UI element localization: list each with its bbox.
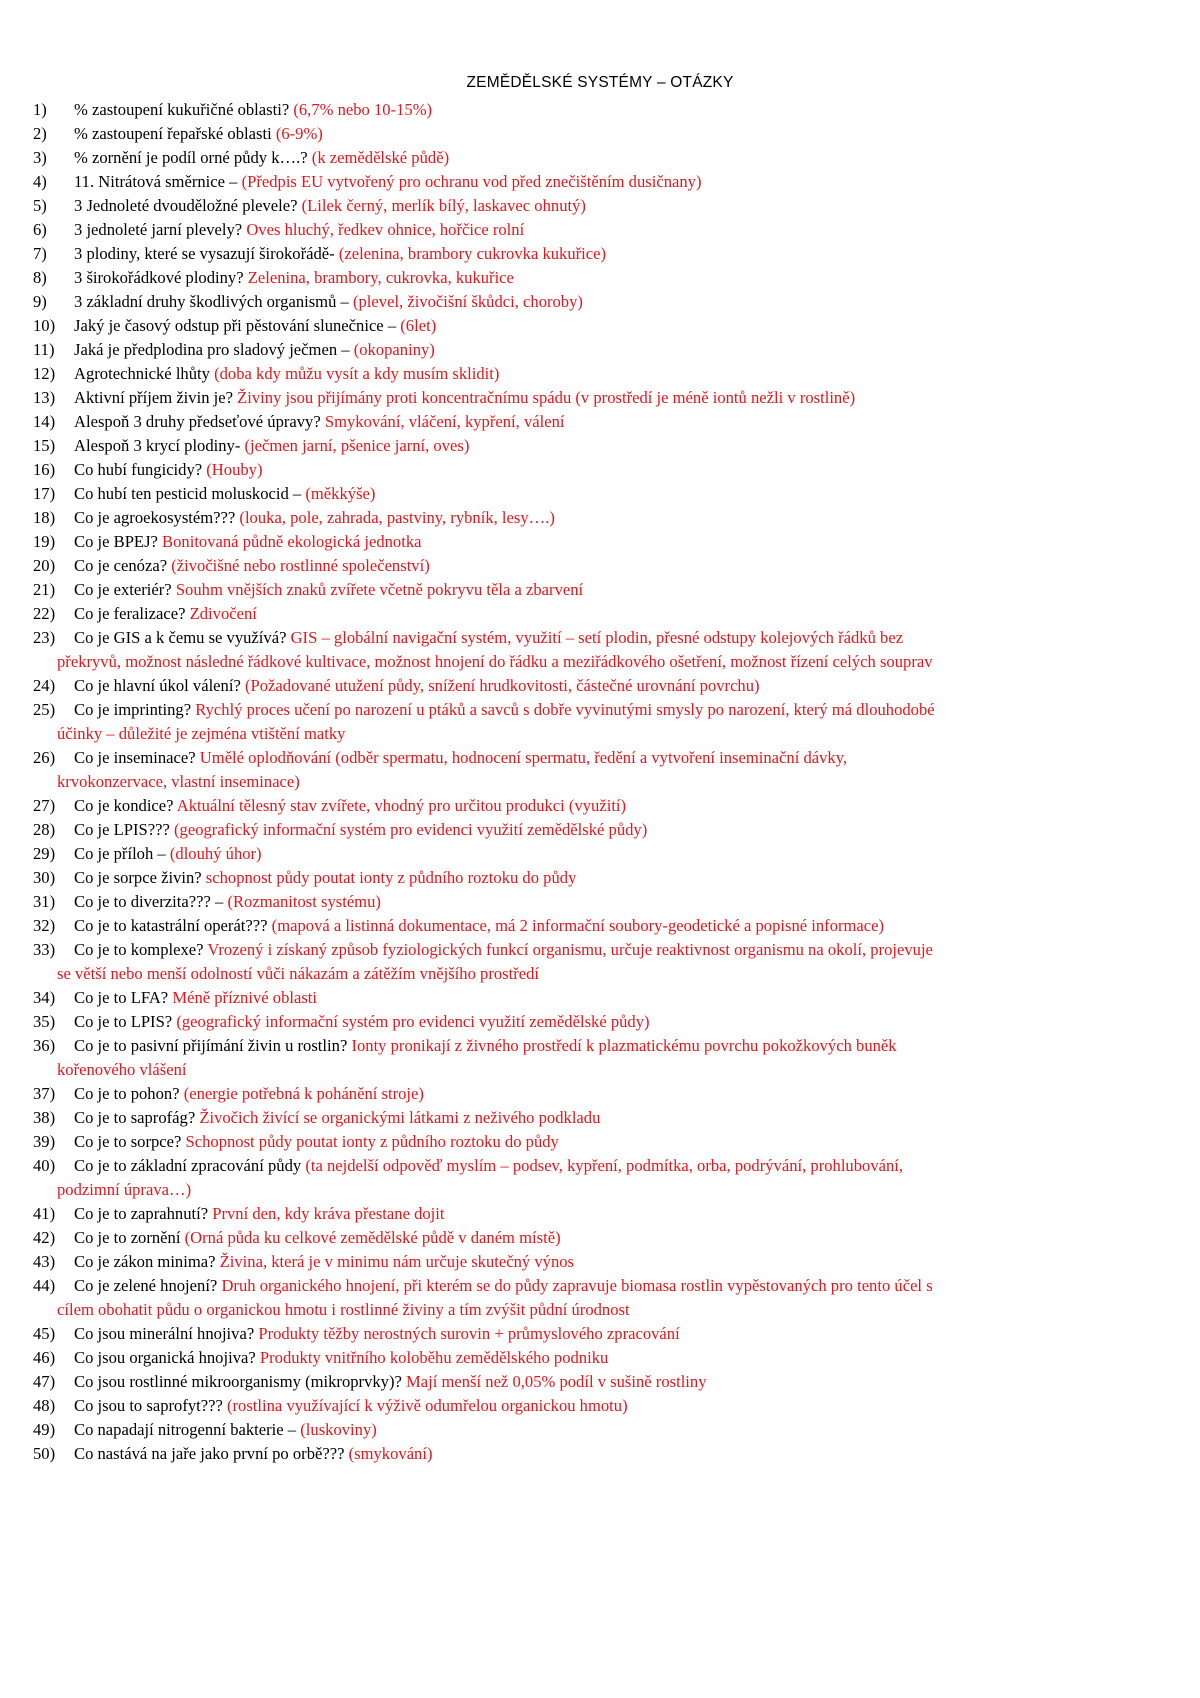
question-line bbox=[74, 698, 1140, 722]
answer-text: (6-9%) bbox=[275, 124, 323, 143]
question-line bbox=[74, 794, 1140, 818]
question-line bbox=[74, 1274, 1140, 1298]
question-number: 13) bbox=[33, 388, 56, 407]
question-item bbox=[0, 914, 1200, 938]
question-line bbox=[74, 314, 1140, 338]
answer-continuation: překryvů, možnost následné řádkové kultivace, možnost hnojení do řádku a meziřádkového ošetření, možnost řízení celých souprav bbox=[57, 652, 933, 671]
question-item bbox=[0, 746, 1200, 794]
question-text: Co je to diverzita??? – bbox=[74, 892, 228, 911]
question-number: 42) bbox=[33, 1228, 56, 1247]
question-line bbox=[74, 266, 1140, 290]
question-line bbox=[74, 170, 1140, 194]
question-number: 21) bbox=[33, 580, 56, 599]
question-text: Co je to komplexe? bbox=[74, 940, 208, 959]
answer-text: (k zemědělské půdě) bbox=[311, 148, 450, 167]
question-text: Alespoň 3 krycí plodiny- bbox=[74, 436, 245, 455]
answer-text: Bonitovaná půdně ekologická jednotka bbox=[162, 532, 422, 551]
question-text: Co je zelené hnojení? bbox=[74, 1276, 222, 1295]
question-item bbox=[0, 578, 1200, 602]
question-text: 3 jednoleté jarní plevely? bbox=[74, 220, 247, 239]
question-number: 28) bbox=[33, 820, 56, 839]
answer-text: schopnost půdy poutat ionty z půdního roztoku do půdy bbox=[205, 868, 577, 887]
answer-text: Ionty pronikají z živného prostředí k plazmatickému povrchu pokožkových buněk bbox=[351, 1036, 897, 1055]
answer-text: (okopaniny) bbox=[353, 340, 435, 359]
question-item bbox=[0, 194, 1200, 218]
question-line bbox=[74, 866, 1140, 890]
question-item bbox=[0, 674, 1200, 698]
question-line bbox=[74, 530, 1140, 554]
question-item bbox=[0, 506, 1200, 530]
question-text: Co je feralizace? bbox=[74, 604, 190, 623]
question-item bbox=[0, 890, 1200, 914]
question-item bbox=[0, 482, 1200, 506]
question-text: Co je sorpce živin? bbox=[74, 868, 206, 887]
question-line bbox=[74, 1370, 1140, 1394]
question-line bbox=[74, 482, 1140, 506]
question-text: Co je to zaprahnutí? bbox=[74, 1204, 213, 1223]
question-line bbox=[74, 1130, 1140, 1154]
question-line bbox=[74, 914, 1140, 938]
answer-continuation: podzimní úprava…) bbox=[57, 1180, 192, 1199]
question-number: 46) bbox=[33, 1348, 56, 1367]
question-text: Co je BPEJ? bbox=[74, 532, 163, 551]
question-line bbox=[74, 362, 1140, 386]
question-item bbox=[0, 1250, 1200, 1274]
question-line bbox=[74, 1442, 1140, 1466]
question-item bbox=[0, 122, 1200, 146]
question-number: 6) bbox=[33, 220, 47, 239]
question-text: 3 plodiny, které se vysazují širokořádě- bbox=[74, 244, 339, 263]
question-number: 41) bbox=[33, 1204, 56, 1223]
question-number: 37) bbox=[33, 1084, 56, 1103]
question-number: 33) bbox=[33, 940, 56, 959]
answer-text: Mají menší než 0,05% podíl v sušině rostliny bbox=[406, 1372, 707, 1391]
question-number: 15) bbox=[33, 436, 56, 455]
question-item bbox=[0, 290, 1200, 314]
question-item bbox=[0, 1370, 1200, 1394]
question-line bbox=[74, 554, 1140, 578]
question-item bbox=[0, 1226, 1200, 1250]
question-number: 30) bbox=[33, 868, 56, 887]
question-line bbox=[74, 338, 1140, 362]
answer-text: První den, kdy kráva přestane dojit bbox=[212, 1204, 445, 1223]
question-text: Co je exteriér? bbox=[74, 580, 176, 599]
question-number: 49) bbox=[33, 1420, 56, 1439]
question-number: 23) bbox=[33, 628, 56, 647]
answer-text: Zdivočení bbox=[189, 604, 257, 623]
question-text: Co je GIS a k čemu se využívá? bbox=[74, 628, 291, 647]
question-item bbox=[0, 866, 1200, 890]
answer-text: (Orná půda ku celkové zemědělské půdě v daném místě) bbox=[184, 1228, 561, 1247]
question-text: Co je to katastrální operát??? bbox=[74, 916, 272, 935]
question-line bbox=[74, 98, 1140, 122]
question-item bbox=[0, 1106, 1200, 1130]
question-number: 29) bbox=[33, 844, 56, 863]
question-number: 31) bbox=[33, 892, 56, 911]
question-line bbox=[74, 1346, 1140, 1370]
question-text: Co je to saprofág? bbox=[74, 1108, 200, 1127]
question-line bbox=[74, 938, 1140, 962]
question-item bbox=[0, 554, 1200, 578]
question-number: 19) bbox=[33, 532, 56, 551]
question-line bbox=[74, 1202, 1140, 1226]
question-item bbox=[0, 410, 1200, 434]
question-item bbox=[0, 1274, 1200, 1322]
question-text: Co jsou rostlinné mikroorganismy (mikroprvky)? bbox=[74, 1372, 406, 1391]
question-text: % zornění je podíl orné půdy k….? bbox=[74, 148, 312, 167]
question-text: Co napadají nitrogenní bakterie – bbox=[74, 1420, 301, 1439]
question-text: Co je LPIS??? bbox=[74, 820, 175, 839]
question-text: Agrotechnické lhůty bbox=[74, 364, 215, 383]
answer-text: (ta nejdelší odpověď myslím – podsev, kypření, podmítka, orba, podrývání, prohlubování, bbox=[305, 1156, 904, 1175]
question-item bbox=[0, 1130, 1200, 1154]
question-text: 3 základní druhy škodlivých organismů – bbox=[74, 292, 353, 311]
question-item bbox=[0, 1202, 1200, 1226]
answer-text: Produkty těžby nerostných surovin + průmyslového zpracování bbox=[258, 1324, 680, 1343]
question-item bbox=[0, 434, 1200, 458]
question-text: 11. Nitrátová směrnice – bbox=[74, 172, 242, 191]
answer-text: Umělé oplodňování (odběr spermatu, hodnocení spermatu, ředění a vytvoření inseminační dávky, bbox=[199, 748, 848, 767]
document-title: ZEMĚDĚLSKÉ SYSTÉMY – OTÁZKY bbox=[466, 74, 734, 91]
question-item bbox=[0, 218, 1200, 242]
question-text: Jaká je předplodina pro sladový ječmen – bbox=[74, 340, 354, 359]
answer-text: Vrozený i získaný způsob fyziologických funkcí organismu, určuje reaktivnost organismu na okolí, projevuje bbox=[207, 940, 933, 959]
answer-text: Živiny jsou přijímány proti koncentračnímu spádu (v prostředí je méně iontů nežli v rostlině) bbox=[237, 388, 856, 407]
question-text: Co je zákon minima? bbox=[74, 1252, 220, 1271]
question-text: % zastoupení řepařské oblasti bbox=[74, 124, 276, 143]
question-item bbox=[0, 794, 1200, 818]
question-item bbox=[0, 1346, 1200, 1370]
question-item bbox=[0, 146, 1200, 170]
answer-text: (živočišné nebo rostlinné společenství) bbox=[171, 556, 430, 575]
question-line bbox=[74, 1418, 1140, 1442]
question-number: 26) bbox=[33, 748, 56, 767]
question-number: 24) bbox=[33, 676, 56, 695]
question-line bbox=[74, 626, 1140, 650]
answer-text: (louka, pole, zahrada, pastviny, rybník, lesy….) bbox=[239, 508, 555, 527]
question-line bbox=[74, 122, 1140, 146]
question-number: 43) bbox=[33, 1252, 56, 1271]
question-text: Aktivní příjem živin je? bbox=[74, 388, 238, 407]
question-number: 3) bbox=[33, 148, 47, 167]
question-line bbox=[74, 602, 1140, 626]
question-item bbox=[0, 698, 1200, 746]
question-number: 36) bbox=[33, 1036, 56, 1055]
question-number: 12) bbox=[33, 364, 56, 383]
question-number: 20) bbox=[33, 556, 56, 575]
question-number: 5) bbox=[33, 196, 47, 215]
answer-text: (6let) bbox=[400, 316, 437, 335]
question-line bbox=[74, 434, 1140, 458]
question-text: Co hubí fungicidy? bbox=[74, 460, 207, 479]
question-text: Co je cenóza? bbox=[74, 556, 172, 575]
question-line bbox=[74, 410, 1140, 434]
question-item bbox=[0, 458, 1200, 482]
question-number: 11) bbox=[33, 340, 55, 359]
answer-text: (Houby) bbox=[206, 460, 263, 479]
question-text: Co je to LPIS? bbox=[74, 1012, 177, 1031]
question-item bbox=[0, 1442, 1200, 1466]
question-text: 3 širokořádkové plodiny? bbox=[74, 268, 248, 287]
question-number: 8) bbox=[33, 268, 47, 287]
answer-text: (Předpis EU vytvořený pro ochranu vod před znečištěním dusičnany) bbox=[241, 172, 702, 191]
question-line bbox=[74, 218, 1140, 242]
answer-text: Oves hluchý, ředkev ohnice, hořčice rolní bbox=[246, 220, 525, 239]
answer-text: (energie potřebná k pohánění stroje) bbox=[183, 1084, 424, 1103]
question-item bbox=[0, 842, 1200, 866]
answer-text: (dlouhý úhor) bbox=[169, 844, 262, 863]
question-text: Co jsou organická hnojiva? bbox=[74, 1348, 260, 1367]
question-item bbox=[0, 1418, 1200, 1442]
answer-text: (smykování) bbox=[348, 1444, 433, 1463]
question-number: 39) bbox=[33, 1132, 56, 1151]
question-text: Co nastává na jaře jako první po orbě??? bbox=[74, 1444, 349, 1463]
answer-text: Živina, která je v minimu nám určuje skutečný výnos bbox=[219, 1252, 575, 1271]
question-number: 4) bbox=[33, 172, 47, 191]
answer-text: (měkkýše) bbox=[305, 484, 376, 503]
question-line bbox=[74, 1082, 1140, 1106]
answer-continuation: cílem obohatit půdu o organickou hmotu i rostlinné živiny a tím zvýšit půdní úrodnost bbox=[57, 1300, 630, 1319]
question-text: Co je to zornění bbox=[74, 1228, 185, 1247]
question-line bbox=[74, 578, 1140, 602]
answer-text: Druh organického hnojení, při kterém se do půdy zapravuje biomasa rostlin vypěstovaných pro tento účel s bbox=[221, 1276, 933, 1295]
question-line bbox=[74, 506, 1140, 530]
answer-text: (luskoviny) bbox=[300, 1420, 377, 1439]
question-item bbox=[0, 1082, 1200, 1106]
question-item bbox=[0, 530, 1200, 554]
question-number: 17) bbox=[33, 484, 56, 503]
question-line bbox=[74, 818, 1140, 842]
question-item bbox=[0, 266, 1200, 290]
question-number: 18) bbox=[33, 508, 56, 527]
question-text: Co je to základní zpracování půdy bbox=[74, 1156, 306, 1175]
question-line bbox=[74, 1226, 1140, 1250]
question-number: 48) bbox=[33, 1396, 56, 1415]
question-text: Co je inseminace? bbox=[74, 748, 200, 767]
question-text: Co je agroekosystém??? bbox=[74, 508, 240, 527]
answer-text: Aktuální tělesný stav zvířete, vhodný pro určitou produkci (využití) bbox=[176, 796, 627, 815]
question-number: 44) bbox=[33, 1276, 56, 1295]
answer-continuation: účinky – důležité je zejména vtištění matky bbox=[57, 724, 346, 743]
answer-text: Zelenina, brambory, cukrovka, kukuřice bbox=[247, 268, 514, 287]
answer-text: (plevel, živočišní škůdci, choroby) bbox=[352, 292, 583, 311]
question-line bbox=[74, 242, 1140, 266]
answer-text: (Lilek černý, merlík bílý, laskavec ohnutý) bbox=[301, 196, 586, 215]
question-item bbox=[0, 938, 1200, 986]
question-number: 32) bbox=[33, 916, 56, 935]
answer-text: (geografický informační systém pro evidenci využití zemědělské půdy) bbox=[176, 1012, 650, 1031]
question-line bbox=[74, 986, 1140, 1010]
question-text: % zastoupení kukuřičné oblasti? bbox=[74, 100, 294, 119]
question-line bbox=[74, 1010, 1140, 1034]
question-text: Co je to pasivní přijímání živin u rostlin? bbox=[74, 1036, 352, 1055]
answer-text: (zelenina, brambory cukrovka kukuřice) bbox=[338, 244, 607, 263]
answer-text: (doba kdy můžu vysít a kdy musím sklidit) bbox=[214, 364, 500, 383]
question-item bbox=[0, 98, 1200, 122]
question-number: 35) bbox=[33, 1012, 56, 1031]
answer-text: (mapová a listinná dokumentace, má 2 informační soubory-geodetické a popisné informace) bbox=[271, 916, 885, 935]
answer-text: Produkty vnitřního koloběhu zemědělského podniku bbox=[259, 1348, 609, 1367]
question-number: 47) bbox=[33, 1372, 56, 1391]
question-line bbox=[74, 1394, 1140, 1418]
question-item bbox=[0, 1154, 1200, 1202]
answer-text: Živočich živící se organickými látkami z neživého podkladu bbox=[199, 1108, 601, 1127]
question-line bbox=[74, 674, 1140, 698]
question-text: Co jsou minerální hnojiva? bbox=[74, 1324, 259, 1343]
question-number: 50) bbox=[33, 1444, 56, 1463]
question-line bbox=[74, 842, 1140, 866]
question-text: Co hubí ten pesticid moluskocid – bbox=[74, 484, 306, 503]
question-number: 25) bbox=[33, 700, 56, 719]
question-item bbox=[0, 818, 1200, 842]
answer-text: (ječmen jarní, pšenice jarní, oves) bbox=[244, 436, 470, 455]
answer-continuation: kořenového vlášení bbox=[57, 1060, 187, 1079]
question-item bbox=[0, 362, 1200, 386]
question-text: Jaký je časový odstup při pěstování slunečnice – bbox=[74, 316, 401, 335]
answer-continuation: se větší nebo menší odolností vůči nákazám a zátěžím vnějšího prostředí bbox=[57, 964, 540, 983]
answer-text: GIS – globální navigační systém, využití – setí plodin, přesné odstupy kolejových řádků bez bbox=[290, 628, 904, 647]
question-number: 45) bbox=[33, 1324, 56, 1343]
question-item bbox=[0, 1034, 1200, 1082]
question-number: 2) bbox=[33, 124, 47, 143]
question-text: Co je to pohon? bbox=[74, 1084, 184, 1103]
question-item bbox=[0, 338, 1200, 362]
answer-text: Rychlý proces učení po narození u ptáků a savců s dobře vyvinutými smysly po narození, který má dlouhodobé bbox=[195, 700, 935, 719]
question-text: Co je to LFA? bbox=[74, 988, 173, 1007]
question-item bbox=[0, 170, 1200, 194]
question-number: 27) bbox=[33, 796, 56, 815]
question-text: Alespoň 3 druhy předseťové úpravy? bbox=[74, 412, 325, 431]
question-item bbox=[0, 1394, 1200, 1418]
question-line bbox=[74, 1106, 1140, 1130]
question-number: 10) bbox=[33, 316, 56, 335]
question-item bbox=[0, 386, 1200, 410]
question-item bbox=[0, 1010, 1200, 1034]
question-number: 34) bbox=[33, 988, 56, 1007]
answer-text: Schopnost půdy poutat ionty z půdního roztoku do půdy bbox=[185, 1132, 559, 1151]
question-text: Co je příloh – bbox=[74, 844, 170, 863]
question-text: 3 Jednoleté dvouděložné plevele? bbox=[74, 196, 302, 215]
question-item bbox=[0, 626, 1200, 674]
answer-text: Souhm vnějších znaků zvířete včetně pokryvu těla a zbarvení bbox=[175, 580, 584, 599]
question-number: 1) bbox=[33, 100, 47, 119]
answer-text: (rostlina využívající k výživě odumřelou organickou hmotu) bbox=[227, 1396, 628, 1415]
question-line bbox=[74, 194, 1140, 218]
question-line bbox=[74, 1154, 1140, 1178]
question-line bbox=[74, 1250, 1140, 1274]
question-text: Co je hlavní úkol válení? bbox=[74, 676, 245, 695]
question-text: Co je to sorpce? bbox=[74, 1132, 186, 1151]
question-item bbox=[0, 602, 1200, 626]
answer-text: (geografický informační systém pro evidenci využití zemědělské půdy) bbox=[174, 820, 648, 839]
answer-text: Smykování, vláčení, kypření, válení bbox=[324, 412, 565, 431]
question-number: 14) bbox=[33, 412, 56, 431]
question-line bbox=[74, 458, 1140, 482]
question-item bbox=[0, 314, 1200, 338]
question-number: 38) bbox=[33, 1108, 56, 1127]
answer-text: Méně příznivé oblasti bbox=[172, 988, 318, 1007]
question-number: 9) bbox=[33, 292, 47, 311]
question-line bbox=[74, 290, 1140, 314]
answer-continuation: krvokonzervace, vlastní inseminace) bbox=[57, 772, 300, 791]
question-line bbox=[74, 890, 1140, 914]
question-line bbox=[74, 1034, 1140, 1058]
question-number: 7) bbox=[33, 244, 47, 263]
question-line bbox=[74, 386, 1140, 410]
question-text: Co jsou to saprofyt??? bbox=[74, 1396, 227, 1415]
question-line bbox=[74, 146, 1140, 170]
answer-text: (Požadované utužení půdy, snížení hrudkovitosti, částečné urovnání povrchu) bbox=[244, 676, 760, 695]
question-item bbox=[0, 986, 1200, 1010]
answer-text: (Rozmanitost systému) bbox=[227, 892, 381, 911]
question-text: Co je kondice? bbox=[74, 796, 177, 815]
question-text: Co je imprinting? bbox=[74, 700, 196, 719]
question-line bbox=[74, 1322, 1140, 1346]
question-item bbox=[0, 242, 1200, 266]
answer-text: (6,7% nebo 10-15%) bbox=[293, 100, 433, 119]
question-list bbox=[0, 98, 1200, 1466]
question-line bbox=[74, 746, 1140, 770]
question-number: 40) bbox=[33, 1156, 56, 1175]
question-item bbox=[0, 1322, 1200, 1346]
question-number: 22) bbox=[33, 604, 56, 623]
question-number: 16) bbox=[33, 460, 56, 479]
